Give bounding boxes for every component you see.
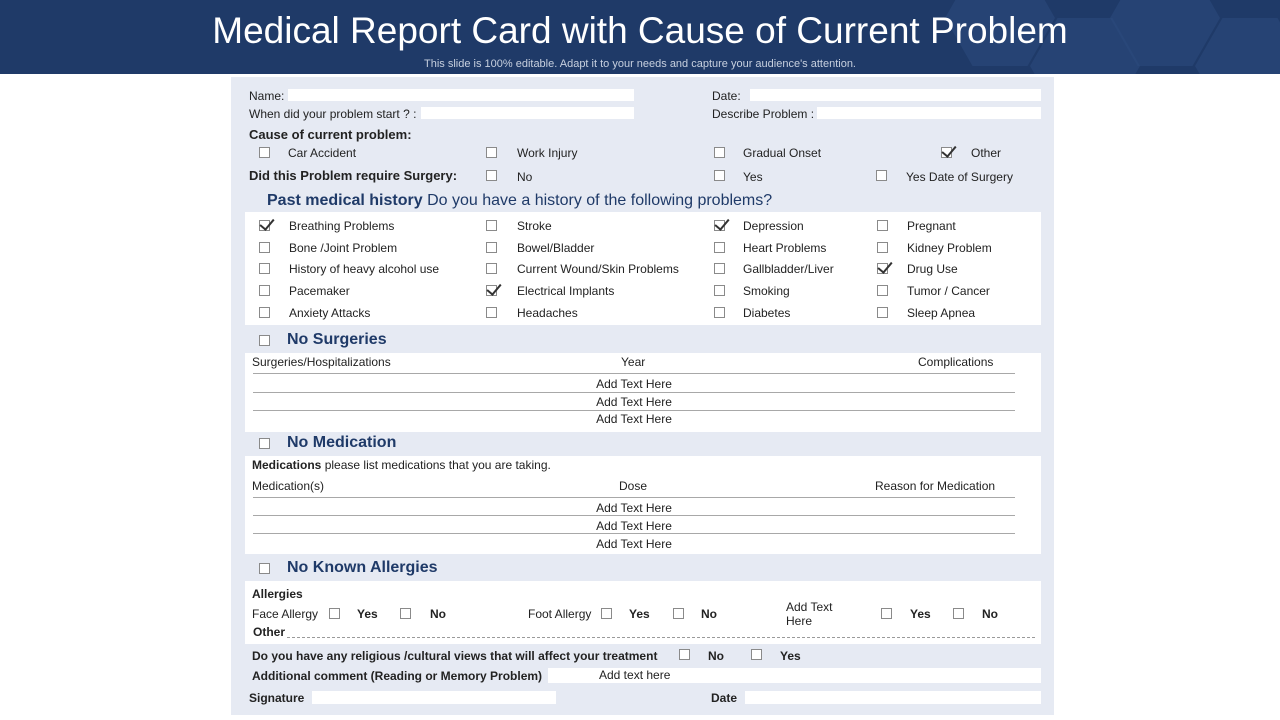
slide-header <box>0 0 1280 74</box>
religious-yes-checkbox[interactable] <box>751 649 762 660</box>
surgeries-header-year: Year <box>621 355 646 369</box>
medication-row[interactable]: Add Text Here <box>596 501 672 515</box>
history-checkbox[interactable] <box>486 285 497 296</box>
table-divider <box>253 373 1015 374</box>
history-checkbox[interactable] <box>877 242 888 253</box>
foot-allergy-no-checkbox[interactable] <box>673 608 684 619</box>
describe-problem-field[interactable] <box>817 107 1041 119</box>
history-checkbox[interactable] <box>714 307 725 318</box>
no-surgeries-title: No Surgeries <box>287 331 387 348</box>
table-divider <box>253 497 1015 498</box>
no-label: No <box>982 607 998 621</box>
history-item-label: Smoking <box>743 284 790 298</box>
custom-allergy-label <box>786 600 832 628</box>
foot-allergy-yes-checkbox[interactable] <box>601 608 612 619</box>
history-item-label: Pregnant <box>907 219 956 233</box>
history-checkbox[interactable] <box>486 242 497 253</box>
table-divider <box>253 533 1015 534</box>
history-checkbox[interactable] <box>486 263 497 274</box>
history-checkbox[interactable] <box>877 285 888 296</box>
history-checkbox[interactable] <box>714 242 725 253</box>
other-allergy-label: Other <box>253 625 286 639</box>
yes-label: Yes <box>357 607 378 621</box>
history-checkbox[interactable] <box>259 263 270 274</box>
history-item-label: Pacemaker <box>289 284 350 298</box>
history-item-label: History of heavy alcohol use <box>289 262 440 276</box>
cause-label: Work Injury <box>517 146 578 160</box>
no-medication-checkbox[interactable] <box>259 438 270 449</box>
report-card <box>231 77 1054 715</box>
history-item-label: Bone /Joint Problem <box>289 241 398 255</box>
table-divider <box>253 515 1015 516</box>
yes-label: Yes <box>910 607 931 621</box>
religious-no-label: No <box>708 649 724 663</box>
medication-panel <box>245 456 1041 554</box>
history-checkbox[interactable] <box>877 307 888 318</box>
surgeries-row[interactable]: Add Text Here <box>596 412 672 426</box>
religious-no-checkbox[interactable] <box>679 649 690 660</box>
signature-field[interactable] <box>312 691 556 704</box>
custom-allergy-yes-checkbox[interactable] <box>881 608 892 619</box>
custom-allergy-label-line2: Here <box>786 614 813 628</box>
history-item-label: Bowel/Bladder <box>517 241 595 255</box>
no-label: No <box>430 607 446 621</box>
history-checkbox[interactable] <box>877 263 888 274</box>
surgery-no-checkbox[interactable] <box>486 170 497 181</box>
history-item-label: Gallbladder/Liver <box>743 262 834 276</box>
footer-date-label: Date <box>711 691 738 705</box>
medication-note <box>252 458 551 472</box>
custom-allergy-label-line1: Add Text <box>786 600 833 614</box>
history-item-label: Depression <box>743 219 804 233</box>
cause-heading: Cause of current problem: <box>249 127 412 142</box>
history-checkbox[interactable] <box>259 307 270 318</box>
history-item-label: Current Wound/Skin Problems <box>517 262 679 276</box>
face-allergy-label: Face Allergy <box>252 607 319 621</box>
allergies-heading: Allergies <box>252 587 303 601</box>
foot-allergy-label: Foot Allergy <box>528 607 592 621</box>
history-title: Past medical history <box>267 192 423 209</box>
history-item-label: Electrical Implants <box>517 284 615 298</box>
surgery-yes-label: Yes <box>743 170 763 184</box>
no-allergies-title: No Known Allergies <box>287 559 438 576</box>
history-question: Do you have a history of the following problems? <box>427 192 773 209</box>
medication-header-reason: Reason for Medication <box>875 479 996 493</box>
history-checkbox[interactable] <box>714 220 725 231</box>
surgeries-row[interactable]: Add Text Here <box>596 377 672 391</box>
surgery-yes-checkbox[interactable] <box>714 170 725 181</box>
surgery-date-label: Yes Date of Surgery <box>906 170 1013 184</box>
history-checkbox[interactable] <box>486 220 497 231</box>
medication-header-dose: Dose <box>619 479 648 493</box>
table-divider <box>253 410 1015 411</box>
allergies-panel <box>245 581 1041 644</box>
yes-label: Yes <box>629 607 650 621</box>
date-field[interactable] <box>750 89 1041 101</box>
history-item-label: Breathing Problems <box>289 219 395 233</box>
cause-checkbox-car-accident[interactable] <box>259 147 270 158</box>
history-heading <box>267 192 772 210</box>
history-checkbox[interactable] <box>259 220 270 231</box>
history-item-label: Drug Use <box>907 262 958 276</box>
history-item-label: Sleep Apnea <box>907 306 976 320</box>
history-checkbox[interactable] <box>877 220 888 231</box>
cause-label: Gradual Onset <box>743 146 822 160</box>
history-checkbox[interactable] <box>259 285 270 296</box>
footer-date-field[interactable] <box>745 691 1041 704</box>
medication-header-name: Medication(s) <box>252 479 325 493</box>
medication-note-text: please list medications that you are taking. <box>324 458 551 472</box>
surgeries-header-name: Surgeries/Hospitalizations <box>252 355 391 369</box>
face-allergy-yes-checkbox[interactable] <box>329 608 340 619</box>
surgery-no-label: No <box>517 170 533 184</box>
surgery-date-checkbox[interactable] <box>876 170 887 181</box>
name-field[interactable] <box>288 89 634 101</box>
history-item-label: Kidney Problem <box>907 241 992 255</box>
signature-label: Signature <box>249 691 305 705</box>
no-label: No <box>701 607 717 621</box>
cause-checkbox-gradual-onset[interactable] <box>714 147 725 158</box>
no-surgeries-checkbox[interactable] <box>259 335 270 346</box>
medication-row[interactable]: Add Text Here <box>596 519 672 533</box>
cause-checkbox-work-injury[interactable] <box>486 147 497 158</box>
problem-start-label: When did your problem start ? : <box>249 107 417 121</box>
history-panel <box>245 212 1041 325</box>
surgeries-row[interactable]: Add Text Here <box>596 395 672 409</box>
no-allergies-checkbox[interactable] <box>259 563 270 574</box>
table-divider <box>253 392 1015 393</box>
name-label: Name: <box>249 89 285 103</box>
problem-start-field[interactable] <box>421 107 634 119</box>
surgeries-header-complications: Complications <box>918 355 994 369</box>
no-medication-title: No Medication <box>287 434 397 451</box>
history-item-label: Diabetes <box>743 306 791 320</box>
custom-allergy-no-checkbox[interactable] <box>953 608 964 619</box>
religious-yes-label: Yes <box>780 649 801 663</box>
surgery-question: Did this Problem require Surgery: <box>249 168 458 183</box>
medication-note-bold: Medications <box>252 458 322 472</box>
cause-label: Other <box>971 146 1002 160</box>
history-checkbox[interactable] <box>714 263 725 274</box>
history-checkbox[interactable] <box>259 242 270 253</box>
medication-row[interactable]: Add Text Here <box>596 537 672 551</box>
comment-label: Additional comment (Reading or Memory Problem) <box>252 669 543 683</box>
surgeries-panel <box>245 353 1041 432</box>
history-item-label: Tumor / Cancer <box>907 284 990 298</box>
cause-label: Car Accident <box>288 146 357 160</box>
history-item-label: Headaches <box>517 306 578 320</box>
describe-problem-label: Describe Problem : <box>712 107 815 121</box>
history-item-label: Anxiety Attacks <box>289 306 371 320</box>
comment-value: Add text here <box>599 668 671 682</box>
history-item-label: Heart Problems <box>743 241 827 255</box>
page-subtitle: This slide is 100% editable. Adapt it to your needs and capture your audience's attention. <box>424 58 856 70</box>
face-allergy-no-checkbox[interactable] <box>400 608 411 619</box>
page-title: Medical Report Card with Cause of Current Problem <box>212 10 1068 51</box>
history-item-label: Stroke <box>517 219 552 233</box>
date-label: Date: <box>712 89 741 103</box>
cause-checkbox-other[interactable] <box>941 147 952 158</box>
history-checkbox[interactable] <box>714 285 725 296</box>
religious-question: Do you have any religious /cultural views that will affect your treatment <box>252 649 658 663</box>
other-allergy-line[interactable] <box>287 637 1035 638</box>
history-checkbox[interactable] <box>486 307 497 318</box>
